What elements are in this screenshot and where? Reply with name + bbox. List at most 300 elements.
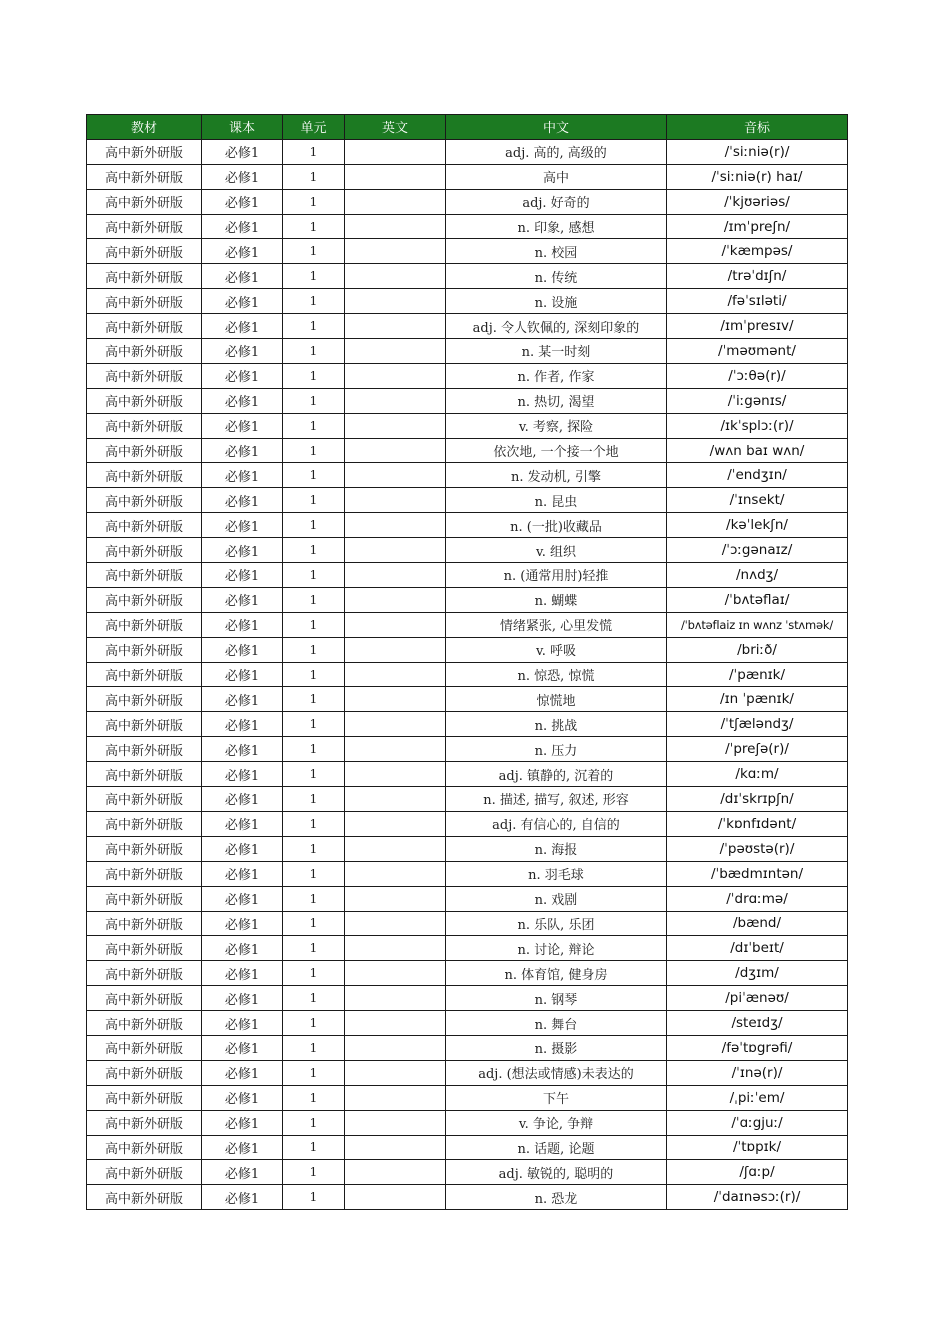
cell-unit[interactable]: 1 <box>283 264 345 289</box>
cell-textbook[interactable]: 高中新外研版 <box>87 936 202 961</box>
cell-textbook[interactable]: 高中新外研版 <box>87 239 202 264</box>
cell-unit[interactable]: 1 <box>283 189 345 214</box>
table-row <box>87 1011 848 1036</box>
cell-unit[interactable]: 1 <box>283 314 345 339</box>
cell-textbook[interactable]: 高中新外研版 <box>87 488 202 513</box>
cell-english[interactable] <box>345 961 446 986</box>
cell-textbook[interactable]: 高中新外研版 <box>87 886 202 911</box>
cell-textbook[interactable]: 高中新外研版 <box>87 861 202 886</box>
cell-textbook[interactable]: 高中新外研版 <box>87 388 202 413</box>
cell-chinese[interactable]: n. 作者, 作家 <box>446 363 667 388</box>
cell-chinese[interactable]: adj. 镇静的, 沉着的 <box>446 762 667 787</box>
cell-book[interactable]: 必修1 <box>202 1135 283 1160</box>
cell-phonetic[interactable]: /bænd/ <box>667 911 848 936</box>
cell-english[interactable] <box>345 339 446 364</box>
cell-english[interactable] <box>345 687 446 712</box>
cell-chinese[interactable]: adj. 高的, 高级的 <box>446 139 667 164</box>
cell-book[interactable]: 必修1 <box>202 1085 283 1110</box>
table-row <box>87 413 848 438</box>
table-row <box>87 488 848 513</box>
cell-chinese[interactable]: v. 争论, 争辩 <box>446 1110 667 1135</box>
cell-chinese[interactable]: n. 话题, 论题 <box>446 1135 667 1160</box>
cell-unit[interactable]: 1 <box>283 513 345 538</box>
cell-book[interactable]: 必修1 <box>202 164 283 189</box>
cell-unit[interactable]: 1 <box>283 936 345 961</box>
cell-book[interactable]: 必修1 <box>202 264 283 289</box>
cell-chinese[interactable]: n. 惊恐, 惊慌 <box>446 662 667 687</box>
cell-textbook[interactable]: 高中新外研版 <box>87 1135 202 1160</box>
cell-english[interactable] <box>345 1135 446 1160</box>
table-row <box>87 811 848 836</box>
cell-book[interactable]: 必修1 <box>202 339 283 364</box>
cell-unit[interactable]: 1 <box>283 488 345 513</box>
cell-chinese[interactable]: 依次地, 一个接一个地 <box>446 438 667 463</box>
cell-phonetic[interactable]: /ˈɔːgənaɪz/ <box>667 538 848 563</box>
cell-chinese[interactable]: n. 蝴蝶 <box>446 587 667 612</box>
cell-english[interactable] <box>345 911 446 936</box>
cell-textbook[interactable]: 高中新外研版 <box>87 563 202 588</box>
cell-english[interactable] <box>345 363 446 388</box>
header-textbook[interactable]: 教材 <box>87 115 202 140</box>
cell-phonetic[interactable]: /ɪmˈpreʃn/ <box>667 214 848 239</box>
cell-textbook[interactable]: 高中新外研版 <box>87 1011 202 1036</box>
cell-chinese[interactable]: n. 恐龙 <box>446 1185 667 1210</box>
cell-phonetic[interactable]: /ˈdrɑːmə/ <box>667 886 848 911</box>
cell-unit[interactable]: 1 <box>283 836 345 861</box>
cell-phonetic[interactable]: /wʌn baɪ wʌn/ <box>667 438 848 463</box>
cell-book[interactable]: 必修1 <box>202 861 283 886</box>
header-row <box>87 115 848 140</box>
cell-textbook[interactable]: 高中新外研版 <box>87 164 202 189</box>
cell-english[interactable] <box>345 637 446 662</box>
cell-book[interactable]: 必修1 <box>202 1060 283 1085</box>
cell-textbook[interactable]: 高中新外研版 <box>87 289 202 314</box>
cell-phonetic[interactable]: /ˈkjʊəriəs/ <box>667 189 848 214</box>
cell-book[interactable]: 必修1 <box>202 463 283 488</box>
cell-unit[interactable]: 1 <box>283 687 345 712</box>
cell-book[interactable]: 必修1 <box>202 363 283 388</box>
cell-english[interactable] <box>345 488 446 513</box>
cell-chinese[interactable]: v. 呼吸 <box>446 637 667 662</box>
cell-textbook[interactable]: 高中新外研版 <box>87 513 202 538</box>
cell-textbook[interactable]: 高中新外研版 <box>87 214 202 239</box>
cell-english[interactable] <box>345 662 446 687</box>
cell-textbook[interactable]: 高中新外研版 <box>87 662 202 687</box>
header-book[interactable]: 课本 <box>202 115 283 140</box>
cell-textbook[interactable]: 高中新外研版 <box>87 1060 202 1085</box>
cell-chinese[interactable]: n. 校园 <box>446 239 667 264</box>
cell-book[interactable]: 必修1 <box>202 1110 283 1135</box>
cell-chinese[interactable]: 高中 <box>446 164 667 189</box>
cell-chinese[interactable]: n. 体育馆, 健身房 <box>446 961 667 986</box>
cell-phonetic[interactable]: /ɪkˈsplɔː(r)/ <box>667 413 848 438</box>
cell-unit[interactable]: 1 <box>283 289 345 314</box>
cell-chinese[interactable]: n. 压力 <box>446 737 667 762</box>
cell-book[interactable]: 必修1 <box>202 787 283 812</box>
cell-unit[interactable]: 1 <box>283 637 345 662</box>
header-unit[interactable]: 单元 <box>283 115 345 140</box>
cell-phonetic[interactable]: /nʌdʒ/ <box>667 563 848 588</box>
cell-textbook[interactable]: 高中新外研版 <box>87 811 202 836</box>
cell-chinese[interactable]: n. 热切, 渴望 <box>446 388 667 413</box>
cell-phonetic[interactable]: /dʒɪm/ <box>667 961 848 986</box>
cell-book[interactable]: 必修1 <box>202 413 283 438</box>
cell-chinese[interactable]: n. 某一时刻 <box>446 339 667 364</box>
cell-chinese[interactable]: n. 挑战 <box>446 712 667 737</box>
cell-english[interactable] <box>345 139 446 164</box>
cell-unit[interactable]: 1 <box>283 239 345 264</box>
cell-phonetic[interactable]: /ˈtʃæləndʒ/ <box>667 712 848 737</box>
cell-book[interactable]: 必修1 <box>202 1011 283 1036</box>
cell-english[interactable] <box>345 861 446 886</box>
cell-book[interactable]: 必修1 <box>202 214 283 239</box>
cell-english[interactable] <box>345 438 446 463</box>
cell-english[interactable] <box>345 1085 446 1110</box>
table-row <box>87 662 848 687</box>
cell-textbook[interactable]: 高中新外研版 <box>87 1185 202 1210</box>
cell-english[interactable] <box>345 836 446 861</box>
cell-english[interactable] <box>345 787 446 812</box>
cell-chinese[interactable]: adj. 好奇的 <box>446 189 667 214</box>
cell-english[interactable] <box>345 239 446 264</box>
table-row <box>87 1060 848 1085</box>
cell-book[interactable]: 必修1 <box>202 662 283 687</box>
cell-phonetic[interactable]: /ˈɪnsekt/ <box>667 488 848 513</box>
cell-phonetic[interactable]: /ˈbʌtəflaiz ɪn wʌnz ˈstʌmək/ <box>667 612 848 637</box>
table-row <box>87 762 848 787</box>
cell-phonetic[interactable]: /ˈkæmpəs/ <box>667 239 848 264</box>
cell-chinese[interactable]: n. 讨论, 辩论 <box>446 936 667 961</box>
cell-unit[interactable]: 1 <box>283 712 345 737</box>
cell-english[interactable] <box>345 388 446 413</box>
cell-phonetic[interactable]: /ˈɑːgjuː/ <box>667 1110 848 1135</box>
cell-english[interactable] <box>345 936 446 961</box>
cell-phonetic[interactable]: /ˈpænɪk/ <box>667 662 848 687</box>
cell-english[interactable] <box>345 712 446 737</box>
cell-english[interactable] <box>345 164 446 189</box>
table-row <box>87 637 848 662</box>
cell-book[interactable]: 必修1 <box>202 189 283 214</box>
table-row <box>87 687 848 712</box>
cell-english[interactable] <box>345 986 446 1011</box>
cell-book[interactable]: 必修1 <box>202 488 283 513</box>
cell-chinese[interactable]: v. 考察, 探险 <box>446 413 667 438</box>
cell-book[interactable]: 必修1 <box>202 1160 283 1185</box>
table-row <box>87 214 848 239</box>
cell-phonetic[interactable]: /ˈiːgənɪs/ <box>667 388 848 413</box>
cell-unit[interactable]: 1 <box>283 538 345 563</box>
cell-textbook[interactable]: 高中新外研版 <box>87 1035 202 1060</box>
cell-textbook[interactable]: 高中新外研版 <box>87 139 202 164</box>
cell-phonetic[interactable]: /ɪmˈpresɪv/ <box>667 314 848 339</box>
table-row <box>87 239 848 264</box>
cell-unit[interactable]: 1 <box>283 1185 345 1210</box>
cell-unit[interactable]: 1 <box>283 139 345 164</box>
cell-chinese[interactable]: n. 设施 <box>446 289 667 314</box>
header-phonetic[interactable]: 音标 <box>667 115 848 140</box>
cell-textbook[interactable]: 高中新外研版 <box>87 737 202 762</box>
header-english[interactable]: 英文 <box>345 115 446 140</box>
cell-unit[interactable]: 1 <box>283 662 345 687</box>
cell-phonetic[interactable]: /dɪˈbeɪt/ <box>667 936 848 961</box>
cell-phonetic[interactable]: /ˈbædmɪntən/ <box>667 861 848 886</box>
cell-book[interactable]: 必修1 <box>202 563 283 588</box>
cell-phonetic[interactable]: /ˌpiːˈem/ <box>667 1085 848 1110</box>
table-row <box>87 289 848 314</box>
table-row <box>87 1110 848 1135</box>
cell-book[interactable]: 必修1 <box>202 139 283 164</box>
cell-english[interactable] <box>345 289 446 314</box>
cell-unit[interactable]: 1 <box>283 1011 345 1036</box>
cell-chinese[interactable]: n. 描述, 描写, 叙述, 形容 <box>446 787 667 812</box>
cell-unit[interactable]: 1 <box>283 363 345 388</box>
cell-book[interactable]: 必修1 <box>202 986 283 1011</box>
cell-textbook[interactable]: 高中新外研版 <box>87 637 202 662</box>
table-row <box>87 513 848 538</box>
cell-textbook[interactable]: 高中新外研版 <box>87 1110 202 1135</box>
cell-chinese[interactable]: adj. 敏锐的, 聪明的 <box>446 1160 667 1185</box>
cell-unit[interactable]: 1 <box>283 438 345 463</box>
table-row <box>87 936 848 961</box>
cell-chinese[interactable]: 惊慌地 <box>446 687 667 712</box>
cell-book[interactable]: 必修1 <box>202 388 283 413</box>
cell-book[interactable]: 必修1 <box>202 886 283 911</box>
cell-chinese[interactable]: n. (通常用肘)轻推 <box>446 563 667 588</box>
cell-unit[interactable]: 1 <box>283 787 345 812</box>
cell-chinese[interactable]: n. 乐队, 乐团 <box>446 911 667 936</box>
cell-unit[interactable]: 1 <box>283 413 345 438</box>
table-row <box>87 139 848 164</box>
cell-phonetic[interactable]: /ɪn ˈpænɪk/ <box>667 687 848 712</box>
cell-textbook[interactable]: 高中新外研版 <box>87 538 202 563</box>
cell-english[interactable] <box>345 1185 446 1210</box>
cell-chinese[interactable]: n. 昆虫 <box>446 488 667 513</box>
cell-unit[interactable]: 1 <box>283 563 345 588</box>
cell-textbook[interactable]: 高中新外研版 <box>87 189 202 214</box>
cell-english[interactable] <box>345 1110 446 1135</box>
cell-book[interactable]: 必修1 <box>202 712 283 737</box>
cell-textbook[interactable]: 高中新外研版 <box>87 836 202 861</box>
table-row <box>87 314 848 339</box>
cell-book[interactable]: 必修1 <box>202 1035 283 1060</box>
cell-book[interactable]: 必修1 <box>202 239 283 264</box>
cell-english[interactable] <box>345 1011 446 1036</box>
cell-phonetic[interactable]: /ˈbʌtəflaɪ/ <box>667 587 848 612</box>
cell-english[interactable] <box>345 214 446 239</box>
cell-english[interactable] <box>345 1035 446 1060</box>
cell-phonetic[interactable]: /ˈɔːθə(r)/ <box>667 363 848 388</box>
cell-english[interactable] <box>345 762 446 787</box>
cell-chinese[interactable]: 情绪紧张, 心里发慌 <box>446 612 667 637</box>
header-chinese[interactable]: 中文 <box>446 115 667 140</box>
table-row <box>87 787 848 812</box>
cell-textbook[interactable]: 高中新外研版 <box>87 687 202 712</box>
cell-book[interactable]: 必修1 <box>202 762 283 787</box>
cell-book[interactable]: 必修1 <box>202 538 283 563</box>
cell-textbook[interactable]: 高中新外研版 <box>87 986 202 1011</box>
cell-english[interactable] <box>345 189 446 214</box>
cell-unit[interactable]: 1 <box>283 861 345 886</box>
cell-chinese[interactable]: n. 发动机, 引擎 <box>446 463 667 488</box>
vocabulary-table <box>86 114 848 1210</box>
cell-unit[interactable]: 1 <box>283 811 345 836</box>
cell-book[interactable]: 必修1 <box>202 911 283 936</box>
cell-book[interactable]: 必修1 <box>202 587 283 612</box>
cell-phonetic[interactable]: /ˈsiːniə(r) haɪ/ <box>667 164 848 189</box>
cell-book[interactable]: 必修1 <box>202 836 283 861</box>
cell-textbook[interactable]: 高中新外研版 <box>87 961 202 986</box>
cell-book[interactable]: 必修1 <box>202 961 283 986</box>
cell-phonetic[interactable]: /ˈsiːniə(r)/ <box>667 139 848 164</box>
cell-phonetic[interactable]: /steɪdʒ/ <box>667 1011 848 1036</box>
cell-textbook[interactable]: 高中新外研版 <box>87 762 202 787</box>
cell-textbook[interactable]: 高中新外研版 <box>87 1085 202 1110</box>
cell-english[interactable] <box>345 264 446 289</box>
cell-textbook[interactable]: 高中新外研版 <box>87 413 202 438</box>
cell-book[interactable]: 必修1 <box>202 737 283 762</box>
cell-chinese[interactable]: adj. (想法或情感)未表达的 <box>446 1060 667 1085</box>
cell-phonetic[interactable]: /ˈpreʃə(r)/ <box>667 737 848 762</box>
cell-textbook[interactable]: 高中新外研版 <box>87 587 202 612</box>
cell-english[interactable] <box>345 314 446 339</box>
cell-book[interactable]: 必修1 <box>202 314 283 339</box>
cell-unit[interactable]: 1 <box>283 1035 345 1060</box>
cell-book[interactable]: 必修1 <box>202 936 283 961</box>
cell-phonetic[interactable]: /ˈkɒnfɪdənt/ <box>667 811 848 836</box>
cell-phonetic[interactable]: /ˈendʒɪn/ <box>667 463 848 488</box>
table-row <box>87 986 848 1011</box>
cell-textbook[interactable]: 高中新外研版 <box>87 712 202 737</box>
cell-chinese[interactable]: n. 羽毛球 <box>446 861 667 886</box>
table-row <box>87 861 848 886</box>
cell-chinese[interactable]: n. 印象, 感想 <box>446 214 667 239</box>
cell-english[interactable] <box>345 612 446 637</box>
cell-chinese[interactable]: n. 戏剧 <box>446 886 667 911</box>
cell-unit[interactable]: 1 <box>283 762 345 787</box>
cell-chinese[interactable]: n. 海报 <box>446 836 667 861</box>
cell-unit[interactable]: 1 <box>283 388 345 413</box>
cell-textbook[interactable]: 高中新外研版 <box>87 1160 202 1185</box>
cell-unit[interactable]: 1 <box>283 1135 345 1160</box>
cell-book[interactable]: 必修1 <box>202 612 283 637</box>
cell-english[interactable] <box>345 538 446 563</box>
cell-english[interactable] <box>345 737 446 762</box>
cell-chinese[interactable]: n. 舞台 <box>446 1011 667 1036</box>
cell-book[interactable]: 必修1 <box>202 687 283 712</box>
cell-textbook[interactable]: 高中新外研版 <box>87 438 202 463</box>
cell-unit[interactable]: 1 <box>283 339 345 364</box>
cell-phonetic[interactable]: /trəˈdɪʃn/ <box>667 264 848 289</box>
cell-textbook[interactable]: 高中新外研版 <box>87 612 202 637</box>
cell-textbook[interactable]: 高中新外研版 <box>87 463 202 488</box>
table-row <box>87 737 848 762</box>
table-row <box>87 438 848 463</box>
table-row <box>87 563 848 588</box>
cell-phonetic[interactable]: /briːð/ <box>667 637 848 662</box>
cell-chinese[interactable]: adj. 令人钦佩的, 深刻印象的 <box>446 314 667 339</box>
cell-phonetic[interactable]: /ˈməʊmənt/ <box>667 339 848 364</box>
cell-unit[interactable]: 1 <box>283 1085 345 1110</box>
table-row <box>87 961 848 986</box>
cell-english[interactable] <box>345 587 446 612</box>
table-row <box>87 264 848 289</box>
cell-unit[interactable]: 1 <box>283 164 345 189</box>
cell-unit[interactable]: 1 <box>283 737 345 762</box>
cell-chinese[interactable]: n. 传统 <box>446 264 667 289</box>
table-row <box>87 612 848 637</box>
cell-book[interactable]: 必修1 <box>202 513 283 538</box>
cell-chinese[interactable]: adj. 有信心的, 自信的 <box>446 811 667 836</box>
cell-english[interactable] <box>345 1060 446 1085</box>
cell-unit[interactable]: 1 <box>283 986 345 1011</box>
cell-textbook[interactable]: 高中新外研版 <box>87 911 202 936</box>
cell-textbook[interactable]: 高中新外研版 <box>87 363 202 388</box>
table-row <box>87 339 848 364</box>
cell-phonetic[interactable]: /fəˈsɪləti/ <box>667 289 848 314</box>
cell-textbook[interactable]: 高中新外研版 <box>87 314 202 339</box>
cell-book[interactable]: 必修1 <box>202 289 283 314</box>
table-row <box>87 1135 848 1160</box>
cell-chinese[interactable]: n. 钢琴 <box>446 986 667 1011</box>
cell-chinese[interactable]: 下午 <box>446 1085 667 1110</box>
cell-textbook[interactable]: 高中新外研版 <box>87 339 202 364</box>
cell-phonetic[interactable]: /ˈdaɪnəsɔː(r)/ <box>667 1185 848 1210</box>
cell-unit[interactable]: 1 <box>283 1110 345 1135</box>
table-row <box>87 1185 848 1210</box>
cell-book[interactable]: 必修1 <box>202 637 283 662</box>
cell-textbook[interactable]: 高中新外研版 <box>87 787 202 812</box>
cell-english[interactable] <box>345 513 446 538</box>
cell-unit[interactable]: 1 <box>283 911 345 936</box>
cell-unit[interactable]: 1 <box>283 587 345 612</box>
cell-book[interactable]: 必修1 <box>202 811 283 836</box>
cell-english[interactable] <box>345 811 446 836</box>
cell-english[interactable] <box>345 563 446 588</box>
table-row <box>87 886 848 911</box>
cell-phonetic[interactable]: /piˈænəʊ/ <box>667 986 848 1011</box>
cell-unit[interactable]: 1 <box>283 1160 345 1185</box>
cell-chinese[interactable]: v. 组织 <box>446 538 667 563</box>
cell-unit[interactable]: 1 <box>283 1060 345 1085</box>
cell-textbook[interactable]: 高中新外研版 <box>87 264 202 289</box>
cell-english[interactable] <box>345 1160 446 1185</box>
cell-book[interactable]: 必修1 <box>202 438 283 463</box>
cell-english[interactable] <box>345 886 446 911</box>
cell-phonetic[interactable]: /fəˈtɒgrəfi/ <box>667 1035 848 1060</box>
cell-phonetic[interactable]: /dɪˈskrɪpʃn/ <box>667 787 848 812</box>
cell-phonetic[interactable]: /ˈɪnə(r)/ <box>667 1060 848 1085</box>
cell-phonetic[interactable]: /kɑːm/ <box>667 762 848 787</box>
cell-english[interactable] <box>345 463 446 488</box>
cell-phonetic[interactable]: /ʃɑːp/ <box>667 1160 848 1185</box>
cell-chinese[interactable]: n. (一批)收藏品 <box>446 513 667 538</box>
cell-english[interactable] <box>345 413 446 438</box>
cell-unit[interactable]: 1 <box>283 214 345 239</box>
cell-phonetic[interactable]: /ˈpəʊstə(r)/ <box>667 836 848 861</box>
cell-unit[interactable]: 1 <box>283 886 345 911</box>
cell-phonetic[interactable]: /kəˈlekʃn/ <box>667 513 848 538</box>
cell-book[interactable]: 必修1 <box>202 1185 283 1210</box>
table-row <box>87 836 848 861</box>
cell-unit[interactable]: 1 <box>283 612 345 637</box>
table-row <box>87 189 848 214</box>
cell-unit[interactable]: 1 <box>283 961 345 986</box>
cell-unit[interactable]: 1 <box>283 463 345 488</box>
table-row <box>87 587 848 612</box>
table-row <box>87 911 848 936</box>
cell-phonetic[interactable]: /ˈtɒpɪk/ <box>667 1135 848 1160</box>
cell-chinese[interactable]: n. 摄影 <box>446 1035 667 1060</box>
